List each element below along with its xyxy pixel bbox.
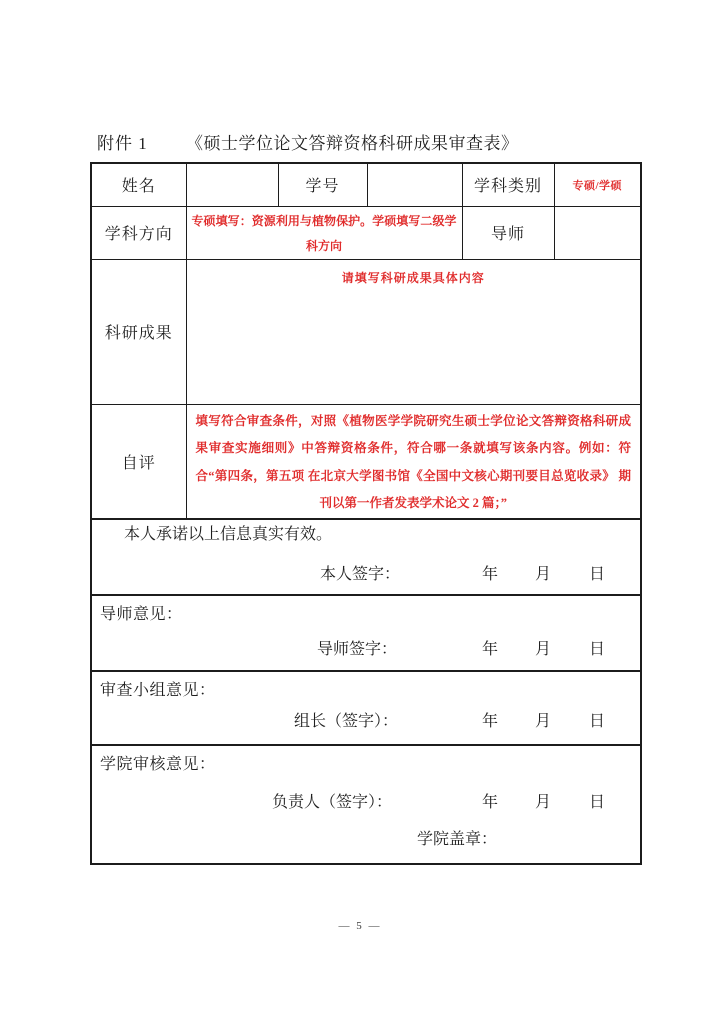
row-achievements <box>91 259 641 404</box>
row-group-opinion <box>91 671 641 745</box>
row-identity <box>91 163 641 206</box>
year-label: 年 <box>482 641 499 658</box>
college-stamp-label: 学院盖章： <box>417 831 498 848</box>
name-value-cell[interactable] <box>186 163 278 206</box>
self-signature-line <box>92 566 640 584</box>
row-self-eval <box>91 404 641 519</box>
group-leader-sign-label: 组长（签字）： <box>294 713 399 730</box>
supervisor-value-cell[interactable] <box>554 206 641 259</box>
self-eval-content-cell[interactable] <box>186 404 641 519</box>
row-college-opinion <box>91 745 641 864</box>
promise-text: 本人承诺以上信息真实有效。 <box>124 526 333 543</box>
group-opinion-label: 审查小组意见： <box>100 682 216 699</box>
category-hint: 专硕/学硕 <box>554 163 641 206</box>
year-label: 年 <box>482 566 499 583</box>
day-label: 日 <box>589 641 606 658</box>
document-content <box>90 0 640 865</box>
student-id-label: 学号 <box>278 163 367 206</box>
attachment-label: 附件 1 <box>97 134 148 153</box>
page-number: — 5 — <box>338 920 382 932</box>
college-head-signature-line <box>92 794 640 812</box>
direction-label: 学科方向 <box>91 206 186 259</box>
supervisor-sign-label: 导师签字： <box>317 641 398 658</box>
self-sign-label: 本人签字： <box>320 566 401 583</box>
page-title: 《硕士学位论文答辩资格科研成果审查表》 <box>186 134 519 153</box>
group-leader-signature-line <box>92 713 640 731</box>
supervisor-opinion-label: 导师意见： <box>100 606 183 623</box>
category-label: 学科类别 <box>462 163 554 206</box>
day-label: 日 <box>589 713 606 730</box>
name-label: 姓名 <box>91 163 186 206</box>
year-label: 年 <box>482 713 499 730</box>
student-id-value-cell[interactable] <box>367 163 462 206</box>
year-label: 年 <box>482 794 499 811</box>
title-row <box>90 0 640 155</box>
supervisor-label: 导师 <box>462 206 554 259</box>
promise-section <box>91 519 641 595</box>
college-head-sign-label: 负责人（签字）： <box>272 794 393 811</box>
row-direction <box>91 206 641 259</box>
day-label: 日 <box>589 794 606 811</box>
month-label: 月 <box>535 641 552 658</box>
row-promise <box>91 519 641 595</box>
month-label: 月 <box>535 713 552 730</box>
achievement-content-cell[interactable] <box>186 259 641 404</box>
direction-hint[interactable]: 专硕填写：资源利用与植物保护。学硕填写二级学科方向 <box>186 206 462 259</box>
achievement-hint: 请填写科研成果具体内容 <box>341 270 485 285</box>
day-label: 日 <box>589 566 606 583</box>
supervisor-opinion-section[interactable] <box>91 595 641 671</box>
self-eval-hint: 填写符合审查条件，对照《植物医学学院研究生硕士学位论文答辩资格科研成果审查实施细则》中答辩资格条件，符合哪一条就填写该条内容。例如：符合“第四条，第五项 在北京大学图书馆《全国中文核心期刊要目总览收录》 期刊以第一作者发表学术论文 2 篇；” <box>195 413 631 510</box>
month-label: 月 <box>535 794 552 811</box>
review-form-table <box>90 162 642 865</box>
supervisor-signature-line <box>92 641 640 659</box>
month-label: 月 <box>535 566 552 583</box>
college-opinion-section[interactable] <box>91 745 641 864</box>
self-eval-label: 自评 <box>91 404 186 519</box>
college-opinion-label: 学院审核意见： <box>100 756 216 773</box>
achievement-label: 科研成果 <box>91 259 186 404</box>
group-opinion-section[interactable] <box>91 671 641 745</box>
row-supervisor-opinion <box>91 595 641 671</box>
